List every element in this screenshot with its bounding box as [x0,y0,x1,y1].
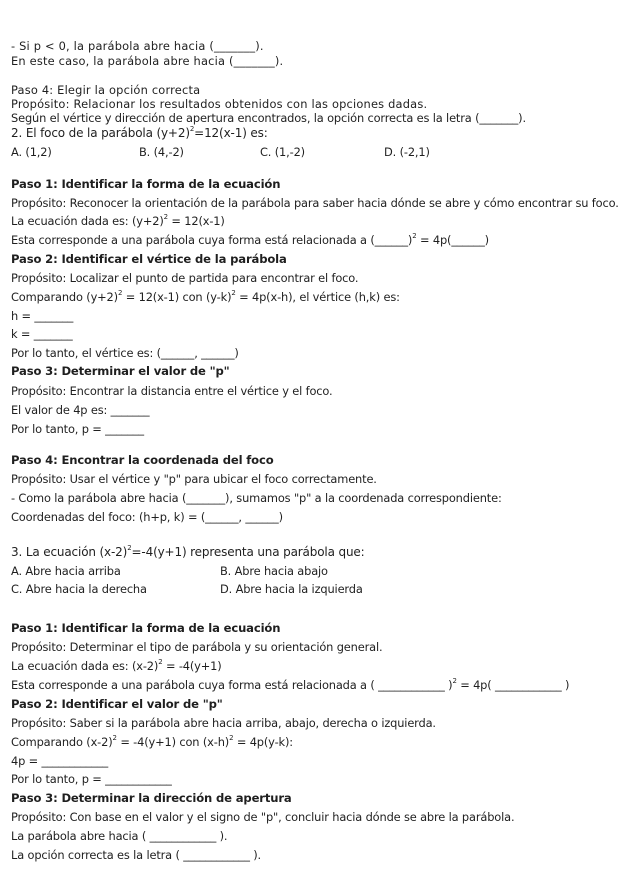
option-label: C. [260,145,272,159]
option-label: D. [220,582,233,596]
step-title: Paso 1: Identificar la forma de la ecuación [11,177,281,191]
question-3-option-b [220,564,328,579]
step-title: Paso 4: Elegir la opción correcta [11,83,201,97]
option-text: (-2,1) [399,145,430,159]
option-label: B. [220,564,232,578]
answer-blank-4p: 4p = ____________ [11,754,109,768]
option-text: (4,-2) [153,145,184,159]
question-2-stem [11,126,268,141]
option-text: (1,-2) [274,145,305,159]
step-purpose: Propósito: Usar el vértice y "p" para ubicar el foco correctamente. [11,472,377,486]
option-label: A. [11,145,22,159]
question-2-option-a [11,145,52,160]
step-title: Paso 2: Identificar el valor de "p" [11,697,223,711]
step-title: Paso 1: Identificar la forma de la ecuación [11,621,281,635]
form-line [11,678,569,693]
exponent: 2 [112,734,117,743]
exponent: 2 [452,677,457,686]
option-text: (1,2) [25,145,52,159]
eq-part: = 4p(y-k): [233,735,293,749]
vertex-line: Por lo tanto, el vértice es: (______, ______) [11,346,239,360]
step-title: Paso 3: Determinar el valor de "p" [11,364,230,378]
step-purpose: Propósito: Determinar el tipo de parábola y su orientación general. [11,640,383,654]
eq-part: = -4(y+1) con (x-h) [116,735,230,749]
answer-blank-4p: El valor de 4p es: _______ [11,403,150,417]
focus-line: Coordenadas del foco: (h+p, k) = (______, ______) [11,510,283,524]
answer-blank-direction: La parábola abre hacia ( ____________ ). [11,829,228,843]
step-purpose: Propósito: Localizar el punto de partida para encontrar el foco. [11,271,359,285]
eq-part: = 4p(______) [416,233,489,247]
option-text: Abre hacia la izquierda [235,582,363,596]
eq-part: Esta corresponde a una parábola cuya forma está relacionada a (______) [11,233,413,247]
text-line: - Si p < 0, la parábola abre hacia (_______). [11,39,264,53]
option-label: D. [384,145,397,159]
step-purpose: Propósito: Relacionar los resultados obtenidos con las opciones dadas. [11,97,428,111]
option-text: Abre hacia abajo [234,564,328,578]
answer-blank-p: Por lo tanto, p = _______ [11,422,144,436]
step-title: Paso 3: Determinar la dirección de apertura [11,791,292,805]
exponent: 2 [117,289,123,298]
exponent: 2 [231,289,236,298]
eq-part: La ecuación dada es: (x-2) [11,659,159,673]
equation-line [11,214,225,229]
question-3-stem-b: =-4(y+1) representa una parábola que: [131,545,365,559]
question-2-stem-a: 2. El foco de la parábola (y+2) [11,126,190,140]
eq-part: = 12(x-1) [167,214,225,228]
question-2-option-c [260,145,305,160]
step-title: Paso 2: Identificar el vértice de la parábola [11,252,287,266]
step-purpose: Propósito: Encontrar la distancia entre el vértice y el foco. [11,384,333,398]
text-line: En este caso, la parábola abre hacia (_______). [11,54,284,68]
form-line [11,233,489,248]
equation-line [11,659,222,674]
eq-part: La ecuación dada es: (y+2) [11,214,164,228]
answer-blank-h: h = _______ [11,309,74,323]
question-3-stem [11,545,365,560]
eq-part: = 12(x-1) con (y-k) [122,290,232,304]
eq-part: Comparando (x-2) [11,735,113,749]
step-purpose: Propósito: Saber si la parábola abre hacia arriba, abajo, derecha o izquierda. [11,716,436,730]
exponent: 2 [158,658,163,667]
question-3-option-d [220,582,363,597]
answer-blank-k: k = _______ [11,327,73,341]
question-3-option-c [11,582,147,597]
eq-part: = 4p(x-h), el vértice (h,k) es: [235,290,400,304]
eq-part: Comparando (y+2) [11,290,118,304]
option-text: Abre hacia la derecha [25,582,147,596]
exponent: 2 [127,544,132,552]
comparison-line [11,735,293,750]
exponent: 2 [229,734,234,743]
option-label: B. [139,145,151,159]
question-2-stem-b: =12(x-1) es: [194,126,268,140]
question-3-stem-a: 3. La ecuación (x-2) [11,545,128,559]
step-instruction: Según el vértice y dirección de apertura encontrados, la opción correcta es la letra (_______). [11,111,526,125]
eq-part: Esta corresponde a una parábola cuya forma está relacionada a ( ____________ ) [11,678,453,692]
question-2-option-b [139,145,184,160]
step-title: Paso 4: Encontrar la coordenada del foco [11,453,274,467]
answer-blank-letter: La opción correcta es la letra ( ____________ ). [11,848,262,862]
step-purpose: Propósito: Reconocer la orientación de la parábola para saber hacia dónde se abre y cómo encontrar su foco. [11,196,619,210]
direction-line: - Como la parábola abre hacia (_______), sumamos "p" a la coordenada correspondiente: [11,491,502,505]
question-2-option-d [384,145,430,160]
exponent: 2 [163,213,168,222]
question-3-option-a [11,564,121,579]
step-purpose: Propósito: Con base en el valor y el signo de "p", concluir hacia dónde se abre la parábola. [11,810,515,824]
option-label: C. [11,582,23,596]
eq-part: = 4p( ____________ ) [456,678,570,692]
answer-blank-p: Por lo tanto, p = ____________ [11,772,172,786]
exponent: 2 [189,125,195,133]
exponent: 2 [412,232,417,241]
option-text: Abre hacia arriba [25,564,121,578]
comparison-line [11,290,400,305]
eq-part: = -4(y+1) [162,659,222,673]
option-label: A. [11,564,22,578]
